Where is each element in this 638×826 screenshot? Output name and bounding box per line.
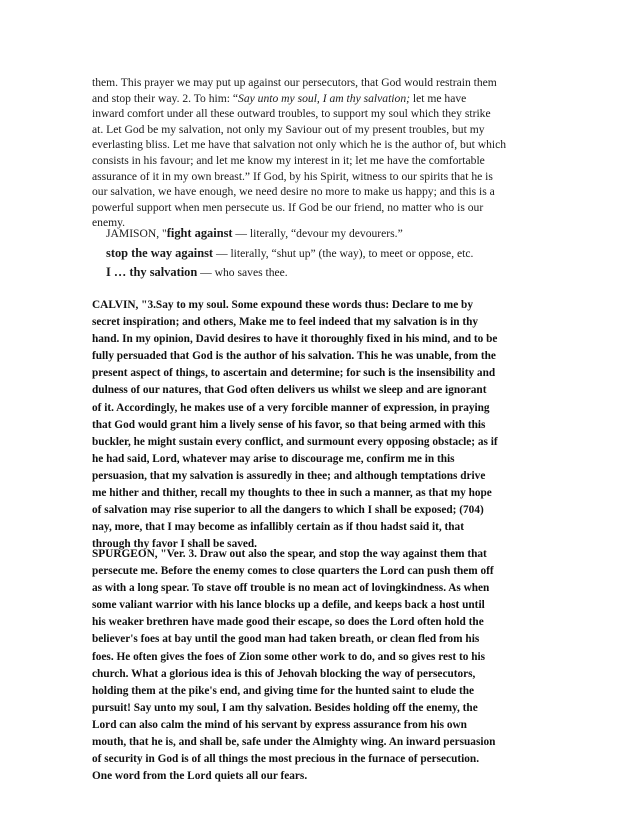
text-line: persuasion, that my salvation is assuredly in thee; and although temptations drive [92,469,486,482]
text-line [92,91,554,107]
italic-quote: Say unto my soul, I am thy salvation; [238,91,410,105]
text-line: pursuit! Say unto my soul, I am thy salvation. Besides holding off the enemy, the [92,701,478,714]
term: fight against [166,226,233,240]
jamison-commentary [106,224,556,283]
text-line: of security in God is of all things the most precious in the furnace of persecution. [92,753,480,766]
text-line: our salvation, we have enough, we need desire no more to make us happy; and this is a [92,185,495,199]
text-line: SPURGEON, "Ver. 3. Draw out also the spear, and stop the way against them that [92,548,487,560]
text-line: assurance of it in my own breast.” If God, by his Spirit, witness to our spirits that he is [92,169,493,183]
text-segment: and stop their way. 2. To him: “ [92,91,239,105]
text-line: that God would grant him a lively sense of his favor, so that being armed with this [92,418,486,431]
calvin-commentary [92,297,554,553]
text-line: present aspect of things, to ascertain and determine; for such is the insensibility and [92,367,496,380]
text-line: inward comfort under all these outward troubles, to support my soul which they strike [92,107,491,121]
term: stop the way against [106,245,214,260]
text-line: at. Let God be my salvation, not only my Saviour out of my present troubles, but my [92,122,485,136]
text-line: buckler, he might sustain every conflict, and surmount every opposing obstacle; as if [92,435,498,448]
text-line: consists in his favour; and let me know my interest in it; let me have the comfortable [92,153,485,167]
text-line: One word from the Lord quiets all our fears. [92,770,308,783]
definition: — literally, “shut up” (the way), to meet or oppose, etc. [213,246,474,260]
text-line: powerful support when men persecute us. If God be our friend, no matter who is our [92,200,484,214]
text-line: fully persuaded that God is the author of his salvation. This he was unable, from the [92,350,496,363]
text-line: enemy. [92,216,126,230]
jamison-entry [106,224,556,244]
text-line: CALVIN, "3.Say to my soul. Some expound these words thus: Declare to me by [92,299,473,311]
text-line: everlasting bliss. Let me have that salvation not only which he is the author of, but which [92,138,507,152]
term: I … thy salvation [106,265,198,279]
text-line: dulness of our natures, that God often delivers us whilst we sleep and are ignorant [92,384,487,397]
text-line: holding them at the pike's end, and giving time for the hunted saint to elude the [92,684,475,697]
text-line: through thy favor I shall be saved. [92,538,257,551]
text-line: persecute me. Before the enemy comes to close quarters the Lord can push them off [92,565,494,578]
text-line: some valiant warrior with his lance blocks up a defile, and keeps back a host until [92,599,485,612]
text-line: believer's foes at bay until the good man had taken breath, or clean fled from his [92,633,480,646]
definition: — literally, “devour my devourers.” [232,227,403,240]
henry-commentary-paragraph [92,75,554,231]
text-line: church. What a glorious idea is this of Jehovah blocking the way of persecutors, [92,667,476,680]
text-line: foes. He often gives the foes of Zion some other work to do, and so gives rest to his [92,650,486,663]
jamison-entry [106,263,556,283]
spurgeon-commentary [92,546,554,785]
text-line: Lord can also calm the mind of his servant by express assurance from his own [92,718,467,731]
text-line: he had said, Lord, whatever may arise to discourage me, confirm me in this [92,452,455,465]
definition: — who saves thee. [197,266,288,279]
source-label: JAMISON, " [106,227,167,240]
text-line: mouth, that he is, and shall be, safe under the Almighty wing. An inward persuasion [92,736,496,749]
text-line: me hither and thither, recall my thoughts to thee in such a manner, as that my hope [92,487,492,500]
text-line: his weaker brethren have made good their escape, so does the Lord often hold the [92,616,484,629]
text-line: secret inspiration; and others, Make me to feel indeed that my salvation is in thy [92,316,479,329]
jamison-entry [106,244,556,264]
text-line: of it. Accordingly, he makes use of a very forcible manner of expression, in praying [92,401,490,414]
text-line: as with a long spear. To stave off trouble is no mean act of lovingkindness. As when [92,582,490,595]
text-line: hand. In my opinion, David desires to have it thoroughly fixed in his mind, and to be [92,333,498,346]
text-line: of salvation may rise superior to all the dangers to which I shall be exposed; (704) [92,504,484,517]
text-line: them. This prayer we may put up against our persecutors, that God would restrain them [92,76,497,89]
text-line: nay, more, that I may become as infallibly certain as if thou hadst said it, that [92,521,464,534]
text-segment: let me have [409,91,467,105]
